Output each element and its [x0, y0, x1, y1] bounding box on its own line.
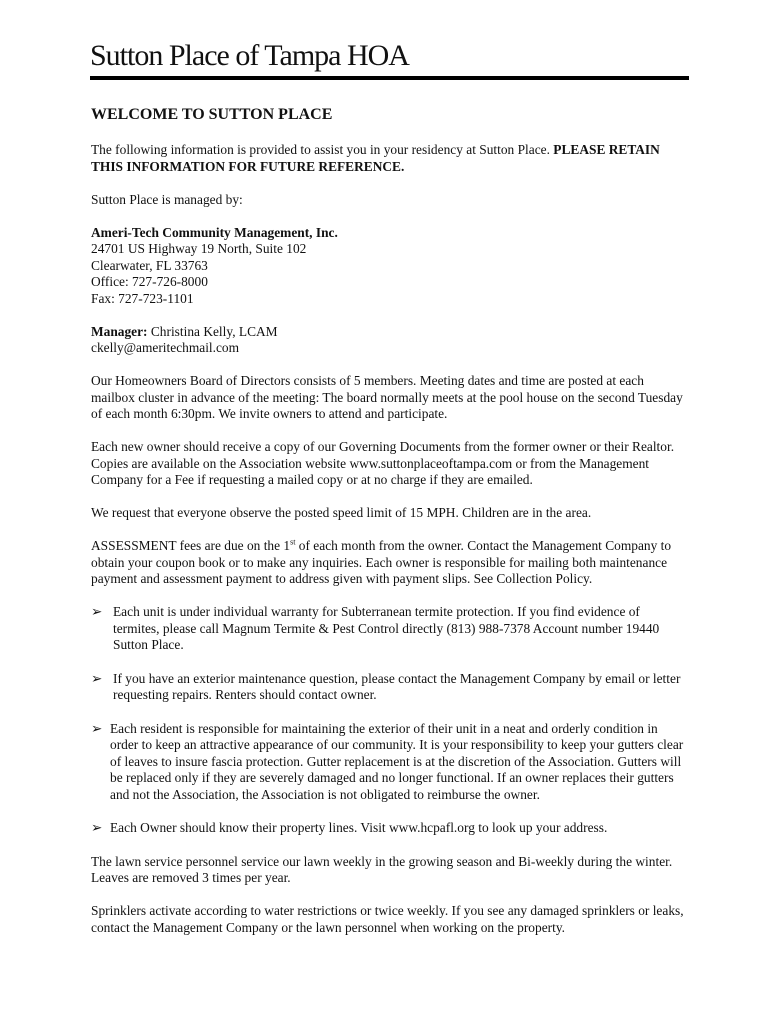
assessment-paragraph: [91, 538, 687, 588]
assessment-ordinal-suffix: st: [290, 537, 296, 547]
title-underline-rule: [90, 76, 689, 80]
bullet-exterior-maintenance-text: Each resident is responsible for maintaining the exterior of their unit in a neat and orderly condition in order to keep an attractive appearance of our community. It is your responsibility to keep your gutters clear of leaves to insure fascia protection. Gutter replacement is at the discretion of the Association. Gutters will be replaced only if they are severely damaged and no longer functional. If an owner replaces their gutters and not the Association, the Association is not obligated to reimburse the owner.: [110, 720, 684, 802]
intro-paragraph: [91, 142, 687, 175]
managed-by-label: Sutton Place is managed by:: [91, 191, 243, 207]
bullet-exterior-question: [91, 671, 687, 704]
bullet-termite-text: Each unit is under individual warranty for Subterranean termite protection. If you find evidence of termites, please call Magnum Termite & Pest Control directly (813) 988-7378 Account number 19440 Sutton Place.: [113, 604, 660, 652]
bullet-exterior-maintenance: [91, 721, 687, 804]
governing-documents-paragraph: Each new owner should receive a copy of our Governing Documents from the former owner or their Realtor. Copies are available on the Association website www.suttonplaceoftampa.com or from the Management Company for a Fee if requesting a mailed copy or at no charge if they are emailed.: [91, 439, 675, 487]
bullet-exterior-question-text: If you have an exterior maintenance question, please contact the Management Company by email or letter requesting repairs. Renters should contact owner.: [113, 670, 681, 702]
arrow-bullet-icon: ➢: [91, 720, 103, 736]
arrow-bullet-icon: ➢: [91, 670, 103, 686]
management-office-phone: Office: 727-726-8000: [91, 274, 208, 289]
management-contact-block: [91, 225, 687, 308]
manager-block: [91, 324, 687, 357]
intro-text: The following information is provided to assist you in your residency at Sutton Place.: [91, 142, 554, 157]
assessment-text-1: ASSESSMENT fees are due on the 1: [91, 538, 291, 553]
arrow-bullet-icon: ➢: [91, 820, 103, 835]
document-title: Sutton Place of Tampa HOA: [90, 39, 409, 72]
bullet-termite: [91, 604, 687, 654]
board-paragraph: Our Homeowners Board of Directors consists of 5 members. Meeting dates and time are posted at each mailbox cluster in advance of the meeting: The board normally meets at the pool house on the second Tuesday of each month 6:30pm. We invite owners to attend and participate.: [91, 373, 683, 421]
management-address-line2: Clearwater, FL 33763: [91, 257, 208, 273]
lawn-service-paragraph: The lawn service personnel service our lawn weekly in the growing season and Bi-weekly during the winter. Leaves are removed 3 times per year.: [91, 853, 673, 885]
management-address-line1: 24701 US Highway 19 North, Suite 102: [91, 241, 307, 256]
bullet-property-lines: [91, 820, 687, 837]
bullet-property-lines-text: Each Owner should know their property lines. Visit www.hcpafl.org to look up your address.: [110, 820, 608, 835]
speed-limit-paragraph: We request that everyone observe the posted speed limit of 15 MPH. Children are in the area.: [91, 505, 592, 520]
intro-retain-notice: PLEASE RETAIN THIS INFORMATION FOR FUTURE REFERENCE.: [91, 142, 660, 174]
document-body: [91, 105, 687, 953]
manager-label: Manager:: [91, 323, 148, 339]
manager-name: Christina Kelly, LCAM: [147, 323, 278, 339]
management-fax: Fax: 727-723-1101: [91, 290, 194, 306]
welcome-heading: WELCOME TO SUTTON PLACE: [91, 106, 333, 123]
management-company-name: Ameri-Tech Community Management, Inc.: [91, 224, 338, 240]
manager-email: ckelly@ameritechmail.com: [91, 340, 240, 355]
assessment-text-2: of each month from the owner. Contact the Management Company to obtain your coupon book or to make any inquiries. Each owner is responsible for mailing both maintenance payment and assessment payment to address given with payment slips. See Collection Policy.: [91, 538, 672, 586]
arrow-bullet-icon: ➢: [91, 604, 103, 619]
sprinklers-paragraph: Sprinklers activate according to water restrictions or twice weekly. If you see any damaged sprinklers or leaks, contact the Management Company or the lawn personnel when working on the property.: [91, 903, 684, 935]
